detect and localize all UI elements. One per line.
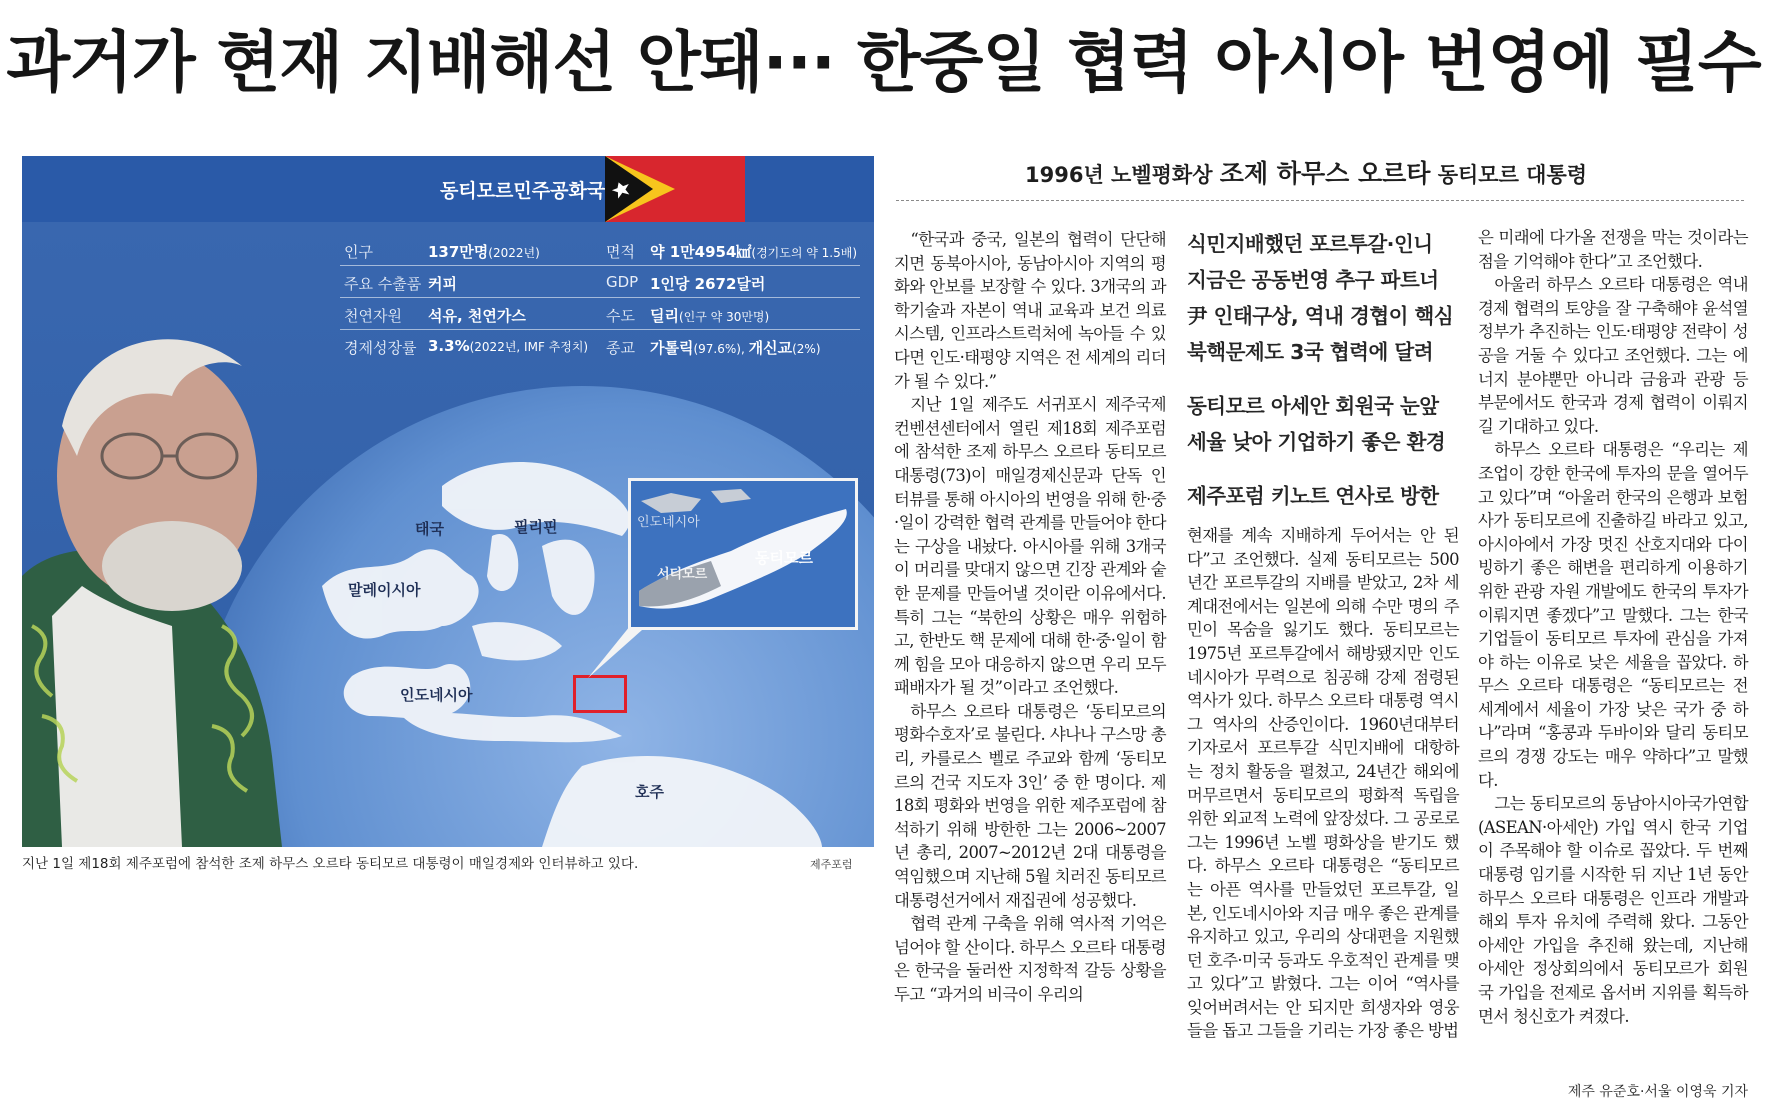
paragraph: 지난 1일 제주도 서귀포시 제주국제컨벤션센터에서 열린 제18회 제주포럼에 참석한 조제 하무스 오르타 동티모르 대통령(73)이 매일경제신문과 단독 인터뷰를 통해 아시아의 번영을 위해 한·중·일이 강력한 협력 관계를 만들어야 한다는 구상을 내놨다. 아시아를 위해 3개국이 머리를 맞대지 않으면 긴장 관계와 숱한 문제를 만들어낼 것이란 이유에서다. 특히 그는 “북한의 상황은 매우 위험하고, 한반도 핵 문제에 대해 한·중·일이 함께 힘을 모아 대응하지 않으면 우리 모두 패배자가 될 것”이라고 조언했다. — [894, 395, 1166, 698]
paragraph: 현재를 계속 지배하게 두어서는 안 된다”고 조언했다. 실제 동티모르는 500년간 포르투갈의 지배를 받았고, 2차 세계대전에서는 일본에 의해 수만 명의 주민이 목숨을 잃기도 했다. 동티모르는 1975년 포르투갈에서 해방됐지만 인도네시아가 무력으로 침공해 강제 점령된 역사가 있다. 하무스 오르타 대통령 역시 그 역사의 산증인이다. 1960년대부터 기자로서 포르투갈 식민지배에 대항하는 정치 활동을 펼쳤고, 24년간 해외에 머무르면서 동티모르의 평화적 독립을 위한 외교적 노력에 앞장섰다. 그 공로로 그는 1996년 노벨 평화상을 받기도 했다. 하무스 오르타 대통령은 “동티모르는 아픈 역사를 만들었던 포르투갈, 일본, 인도네시아와 지금 매우 좋은 관계를 유지하고 있고, 우리의 상대편을 지원했던 호주·미국 등과도 우호적인 관계를 맺고 있다”고 밝혔다. 그는 이어 “역사를 잊어버려서는 안 되지만 희생자와 영웅들을 돕고 그들을 기리는 가장 좋은 방법 — [1187, 526, 1459, 1041]
info-label: 인구 — [344, 243, 373, 261]
inset-map-shapes — [631, 481, 858, 630]
subhead: 지금은 공동번영 추구 파트너 — [1187, 268, 1439, 292]
subhead: 세율 낮아 기업하기 좋은 환경 — [1187, 430, 1446, 454]
map-label-indonesia: 인도네시아 — [400, 686, 473, 704]
inset-label-timor-leste: 동티모르 — [755, 549, 813, 567]
inset-map — [628, 478, 858, 630]
paragraph: 그는 동티모르의 동남아시아국가연합(ASEAN·아세안) 가입 역시 한국 기업이 주목해야 할 이슈로 꼽았다. 두 번째 대통령 임기를 시작한 뒤 지난 1년 동안 하무스 오르타 대통령은 인프라 개발과 해외 투자 유치에 주력해 왔다. 그동안 아세안 가입을 추진해 왔는데, 지난해 아세안 정상회의에서 동티모르가 회원국 가입을 전제로 옵서버 지위를 획득하면서 청신호가 켜졌다. — [1478, 794, 1748, 1026]
infographic-figure — [22, 156, 874, 847]
info-value: 커피 — [428, 275, 457, 293]
info-label: 종교 — [606, 339, 635, 357]
portrait-shirt — [52, 586, 182, 847]
subhead: 북핵문제도 3국 협력에 달려 — [1187, 340, 1434, 364]
headline: 과거가 현재 지배해선 안돼··· 한중일 협력 아시아 번영에 필수 — [6, 24, 1761, 101]
subhead: 식민지배했던 포르투갈·인니 — [1187, 232, 1433, 256]
info-label: GDP — [606, 273, 639, 291]
subheadings — [1187, 226, 1459, 514]
photo-caption: 지난 1일 제18회 제주포럼에 참석한 조제 하무스 오르타 동티모르 대통령이 매일경제와 인터뷰하고 있다. — [22, 856, 639, 872]
portrait-beard — [102, 521, 242, 611]
info-row-population — [340, 234, 602, 266]
info-row-gdp — [602, 266, 860, 298]
info-value: 가톨릭(97.6%), 개신교(2%) — [650, 339, 821, 357]
info-value: 137만명(2022년) — [428, 243, 540, 261]
paragraph: 협력 관계 구축을 위해 역사적 기억은 넘어야 할 산이다. 하무스 오르타 대통령은 한국을 둘러싼 지정학적 갈등 상황을 두고 “과거의 비극이 우리의 — [894, 914, 1166, 1004]
country-name: 동티모르민주공화국 — [440, 180, 606, 202]
info-label: 면적 — [606, 243, 635, 261]
kicker-name: 조제 하무스 오르타 — [1219, 159, 1431, 188]
info-value: 약 1만4954㎢(경기도의 약 1.5배) — [650, 243, 858, 261]
info-value: 석유, 천연가스 — [428, 307, 526, 325]
info-label: 경제성장률 — [344, 339, 417, 357]
map-label-australia: 호주 — [635, 783, 664, 801]
info-value: 3.3%(2022년, IMF 추정치) — [428, 337, 589, 355]
article-column-1 — [894, 228, 1166, 1007]
info-row-exports — [340, 266, 602, 298]
map-label-thailand: 태국 — [415, 520, 444, 538]
kicker — [1025, 154, 1587, 190]
subhead: 尹 인태구상, 역내 경협이 핵심 — [1187, 304, 1454, 328]
paragraph: 은 미래에 다가올 전쟁을 막는 것이라는 점을 기억해야 한다”고 조언했다. — [1478, 228, 1748, 271]
inset-label-west-timor: 서티모르 — [657, 567, 708, 582]
inset-pointer — [582, 626, 642, 686]
kicker-suffix: 동티모르 대통령 — [1437, 163, 1588, 187]
info-row-religion — [602, 330, 860, 362]
byline: 제주 유준호·서울 이영욱 기자 — [1567, 1084, 1748, 1100]
paragraph: 아울러 하무스 오르타 대통령은 역내 경제 협력의 토양을 잘 구축해야 윤석열 정부가 추진하는 인도·태평양 전략이 성공을 거둘 수 있다고 조언했다. 그는 에너지 분야뿐만 아니라 금융과 관광 등 부문에서도 한국과 경제 협력이 이뤄지길 기대하고 있다. — [1478, 275, 1748, 436]
subhead: 제주포럼 키노트 연사로 방한 — [1187, 484, 1439, 508]
photo-credit: 제주포럼 — [810, 858, 853, 871]
kicker-prefix: 1996년 노벨평화상 — [1025, 163, 1213, 187]
inset-label-indonesia: 인도네시아 — [637, 515, 700, 530]
info-row-resources — [340, 298, 602, 330]
subhead: 동티모르 아세안 회원국 눈앞 — [1187, 394, 1439, 418]
info-row-area — [602, 234, 860, 266]
info-label: 수도 — [606, 307, 635, 325]
kicker-divider — [896, 200, 1744, 201]
article-column-2 — [1187, 524, 1459, 1043]
info-row-capital — [602, 298, 860, 330]
article-column-3 — [1478, 226, 1748, 1028]
paragraph: 하무스 오르타 대통령은 “우리는 제조업이 강한 한국에 투자의 문을 열어두고 있다”며 “아울러 한국의 은행과 보험사가 동티모르에 진출하길 바라고 있고, 아시아에서 가장 멋진 산호지대와 다이빙하기 좋은 해변을 편리하게 이용하기 위한 관광 자원 개발에도 한국의 투자가 이뤄지면 좋겠다”고 말했다. 그는 한국 기업들이 동티모르 투자에 관심을 가져야 하는 이유로 낮은 세율을 꼽았다. 하무스 오르타 대통령은 “동티모르는 전 세계에서 세율이 가장 낮은 국가 중 하나”라며 “홍콩과 두바이와 달리 동티모르의 경쟁 강도는 매우 약하다”고 말했다. — [1478, 440, 1748, 790]
map-label-philippines: 필리핀 — [514, 518, 558, 536]
paragraph: “한국과 중국, 일본의 협력이 단단해지면 동북아시아, 동남아시아 지역의 평화와 안보를 보장할 수 있다. 3개국의 과학기술과 자본이 역내 교육과 보건 의료 시스템, 인프라스트럭처에 녹아들 수 있다면 인도·태평양 지역은 전 세계의 리더가 될 수 있다.” — [894, 230, 1166, 391]
info-label: 주요 수출품 — [344, 275, 422, 293]
info-value: 딜리(인구 약 30만명) — [650, 307, 770, 325]
timor-leste-flag-icon — [605, 156, 745, 222]
info-row-growth — [340, 330, 602, 362]
paragraph: 하무스 오르타 대통령은 ‘동티모르의 평화수호자’로 불린다. 샤나나 구스망 총리, 카를로스 벨로 주교와 함께 ‘동티모르의 건국 지도자 3인’ 중 한 명이다. 제18회 평화와 번영을 위한 제주포럼에 참석하기 위해 방한한 그는 2006~2007년 총리, 2007~2012년 2대 대통령을 역임했으며 지난해 5월 치러진 동티모르 대통령선거에서 재집권에 성공했다. — [894, 701, 1167, 910]
info-value: 1인당 2672달러 — [650, 275, 766, 293]
map-label-malaysia: 말레이시아 — [348, 581, 421, 599]
info-label: 천연자원 — [344, 307, 402, 325]
